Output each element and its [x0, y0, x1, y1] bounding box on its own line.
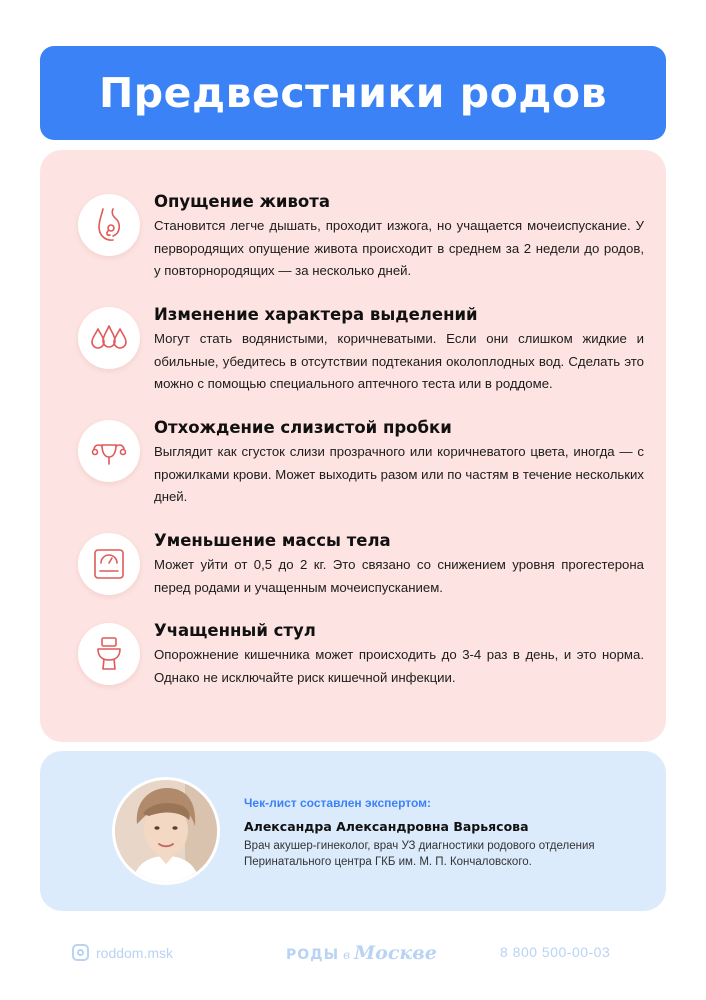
item-body: Может уйти от 0,5 до 2 кг. Это связано со снижением уровня прогестерона перед родами и учащенным мочеиспусканием.: [154, 557, 644, 595]
item-title: Учащенный стул: [154, 621, 316, 640]
brand-logo: [286, 942, 437, 964]
instagram-link[interactable]: [72, 944, 173, 961]
expert-role: Врач акушер-гинеколог, врач УЗ диагностики родового отделения Перинатального центра ГКБ им. М. П. Кончаловского.: [244, 840, 595, 868]
expert-name: Александра Александровна Варьясова: [244, 819, 529, 834]
item-body: Выглядит как сгусток слизи прозрачного или коричневатого цвета, иногда — с прожилками крови. Может выходить разом или по частям в течение нескольких дней.: [154, 444, 644, 504]
toilet-icon: [78, 623, 140, 685]
brand-script: Москве: [354, 942, 437, 964]
uterus-icon: [78, 420, 140, 482]
drops-icon: [78, 307, 140, 369]
item-body: Могут стать водянистыми, коричневатыми. Если они слишком жидкие и обильные, убедитесь в отсутствии подтекания околоплодных вод. Сделать это можно с помощью специального аптечного теста или в роддоме.: [154, 331, 644, 391]
expert-avatar: [112, 777, 220, 885]
expert-label: Чек-лист составлен экспертом:: [244, 796, 432, 810]
item-body: Опорожнение кишечника может происходить до 3-4 раз в день, и это норма. Однако не исключайте риск кишечной инфекции.: [154, 647, 644, 685]
item-title: Опущение живота: [154, 192, 330, 211]
phone-number[interactable]: 8 800 500-00-03: [500, 944, 611, 960]
belly-icon: [78, 194, 140, 256]
instagram-icon: [72, 944, 89, 961]
symptoms-card: [40, 150, 666, 742]
page-title: Предвестники родов: [98, 69, 608, 117]
expert-card: [40, 751, 666, 911]
brand-small: в: [343, 948, 351, 962]
item-title: Уменьшение массы тела: [154, 531, 391, 550]
brand-main: РОДЫ: [286, 947, 340, 963]
item-title: Отхождение слизистой пробки: [154, 418, 452, 437]
instagram-handle: roddom.msk: [96, 944, 174, 961]
item-title: Изменение характера выделений: [154, 305, 478, 324]
scale-icon: [78, 533, 140, 595]
title-banner: [40, 46, 666, 140]
item-body: Становится легче дышать, проходит изжога, но учащается мочеиспускание. У первородящих опущение живота происходит в среднем за 2 недели до родов, у повторнородящих — за несколько дней.: [154, 218, 644, 278]
footer: [0, 940, 706, 970]
